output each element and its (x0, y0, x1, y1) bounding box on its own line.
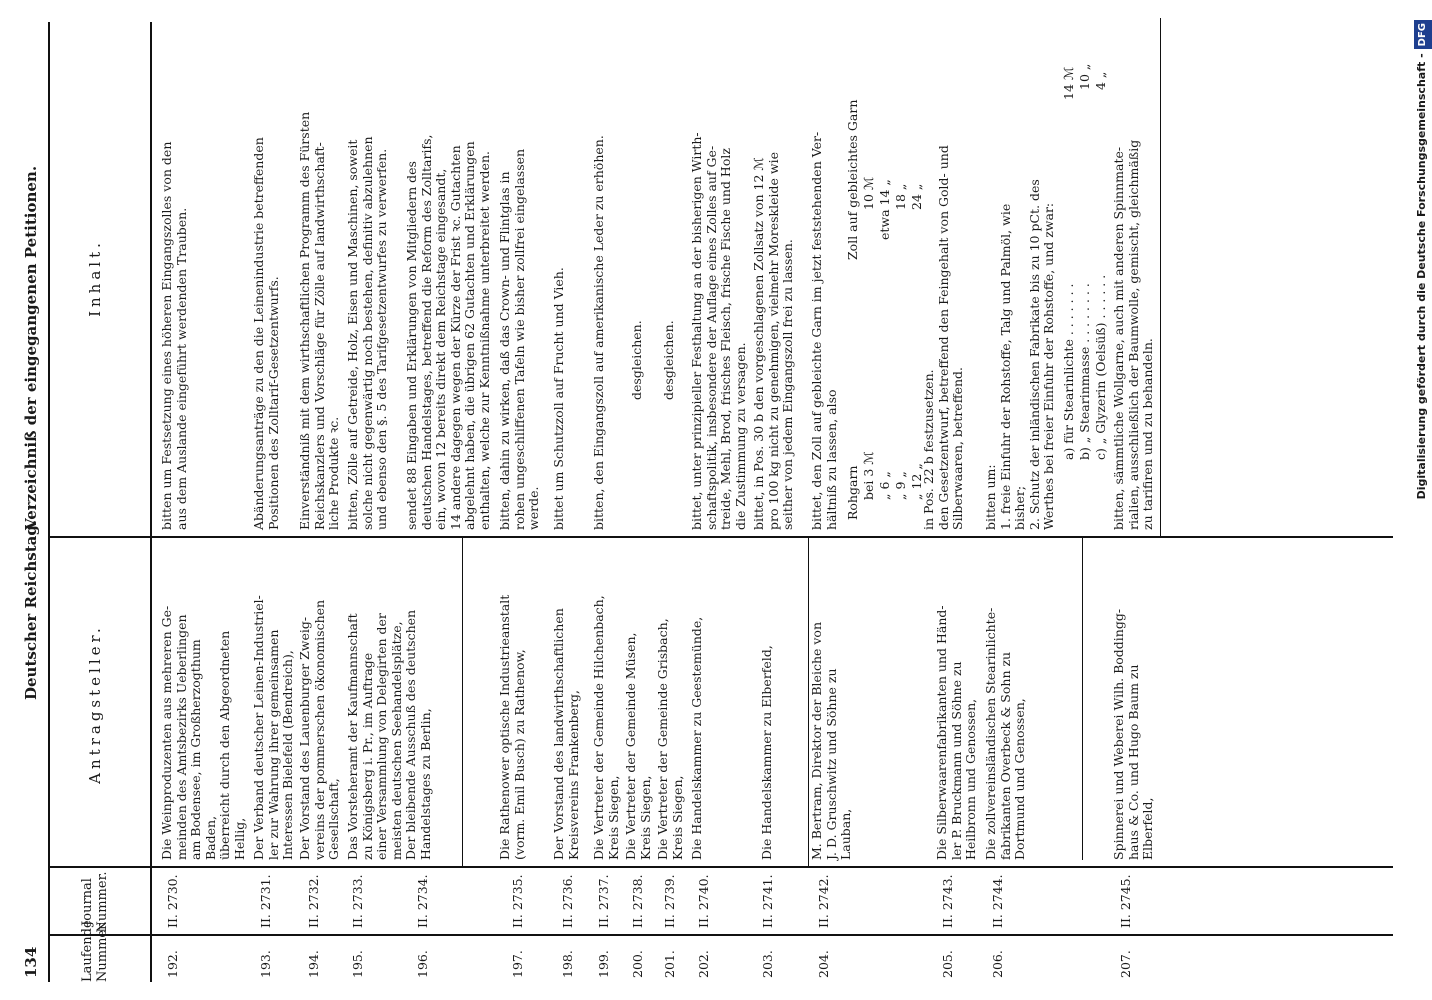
stearin-value-c: 4 „ (1093, 71, 1108, 90)
row-197-inhalt: bitten, dahin zu wirken, daß das Crown- und Flintglas in rohen ungeschliffenen Tafeln wie bisher zollfrei eingelassen werde. (497, 148, 541, 530)
row-199-lfd: 199. (596, 950, 611, 978)
yarn-raw-3: „ 9 „ (893, 471, 908, 500)
funding-footer (1413, 20, 1431, 580)
funding-footer-caption: Digitalisierung gefördert durch die Deutsche Forschungsgemeinschaft - (1415, 53, 1428, 500)
column-header-lfd (80, 920, 110, 982)
row-205-antragsteller: Die Silberwaarenfabrikanten und Händ- ler P. Bruckmann und Söhne zu Heilbronn und Genossen, (934, 605, 978, 860)
row-206-inhalt: bitten um: 1. freie Einfuhr der Rohstoffe, Talg und Palmöl, wie bisher; 2. Schutz der inländischen Fabrikate bis zu 10 pCt. des Werthes bei freier Einfuhr der Rohstoffe, und zwar: (983, 179, 1056, 530)
column-header-inhalt: Inhalt. (86, 239, 104, 317)
row-205-inhalt: in Pos. 22 b festzusetzen. den Gesetzentwurf, betreffend den Feingehalt von Gold- und Silberwaaren, betreffend. (921, 145, 965, 530)
row-198-lfd: 198. (560, 950, 575, 978)
yarn-heading-right: Zoll auf gebleichtes Garn (845, 99, 860, 260)
page-number: 134 (22, 946, 40, 978)
row-192-antragsteller: Die Weinproduzenten aus mehreren Ge- meinden des Amtsbezirks Ueberlingen am Bodensee, im Großherzogthum Baden, überreicht durch den Abgeordneten Hellig, (159, 605, 247, 860)
row-201-antragsteller: Die Vertreter der Gemeinde Grisbach, Kreis Siegen, (655, 618, 685, 860)
row-195-lfd: 195. (350, 950, 365, 978)
stearin-value-a: 14 ℳ (1061, 66, 1076, 100)
row-200-journal: II. 2738. (630, 874, 645, 928)
row-201-lfd: 201. (662, 950, 677, 978)
row-193-lfd: 193. (258, 950, 273, 978)
row-196-lfd: 196. (415, 950, 430, 978)
row-202-journal: II. 2740. (696, 874, 711, 928)
row-202-lfd: 202. (696, 950, 711, 978)
column-rule-3 (48, 536, 1393, 538)
yarn-bleached-4: 24 „ (909, 183, 924, 210)
row-192-inhalt: bitten um Festsetzung eines höheren Eingangszolles von den aus dem Auslande eingeführt werdenden Trauben. (159, 141, 189, 530)
row-203-antragsteller: Die Handelskammer zu Elberfeld, (759, 645, 774, 860)
column-header-journal-line1: Journal (80, 878, 95, 926)
row-193-inhalt: Abänderungsanträge zu den die Leinenindustrie betreffenden Positionen des Zolltarif-Gesetzentwurfs. (251, 137, 281, 530)
row-197-journal: II. 2735. (510, 874, 525, 928)
column-header-journal (80, 868, 110, 936)
yarn-raw-4: „ 12 „ (909, 463, 924, 500)
row-200-lfd: 200. (630, 950, 645, 978)
row-195-antragsteller: Das Vorsteheramt der Kaufmannschaft zu Königsberg i. Pr., im Auftrage einer Versammlung von Delegirten der meisten deutschen Seehandelsplätze, Der bleibende Ausschuß des deutschen Handelstages zu Berlin, (345, 609, 433, 860)
row-203-inhalt: bittet, in Pos. 30 b den vorgeschlagenen Zollsatz von 12 ℳ pro 100 kg nicht zu genehmigen, vielmehr Moreskleide wie seither von jedem Eingangszoll frei zu lassen. (751, 152, 795, 530)
row-206-antragsteller: Die zollvereinsländischen Stearinlichte- fabrikanten Overbeck & Sohn zu Dortmund und Genossen, (983, 607, 1027, 860)
row-194-antragsteller: Der Vorstand des Lauenburger Zweig- vereins der pommerschen ökonomischen Gesellschaft, (297, 599, 341, 860)
row-204-journal: II. 2742. (816, 874, 831, 928)
funding-footer-text (1413, 20, 1431, 580)
row-200-antragsteller: Die Vertreter der Gemeinde Müsen, Kreis Siegen, (623, 632, 653, 860)
row-194-lfd: 194. (306, 950, 321, 978)
row-198-journal: II. 2736. (560, 874, 575, 928)
row-198-inhalt: bittet um Schutzzoll auf Frucht und Vieh. (551, 267, 566, 530)
row-204-antragsteller: M. Bertram, Direktor der Bleiche von J. D. Gruschwitz und Söhne zu Lauban, (809, 621, 853, 860)
row-200-inhalt: desgleichen. (629, 320, 644, 400)
stearin-item-c: c) „ Glyzerin (Oelsüß) . . . . . . (1093, 274, 1108, 460)
column-header-journal-line2: Nummer. (95, 871, 110, 933)
publication-name: Deutscher Reichstag. (22, 519, 40, 700)
row-192-journal: II. 2730. (165, 874, 180, 928)
dfg-logo: DFG (1414, 20, 1432, 49)
column-rule-1 (48, 934, 1393, 936)
row-192-lfd: 192. (165, 950, 180, 978)
top-rule (48, 22, 50, 982)
row-201-journal: II. 2739. (662, 874, 677, 928)
yarn-raw-1: bei 3 ℳ (861, 451, 876, 500)
row-199-antragsteller: Die Vertreter der Gemeinde Hilchenbach, Kreis Siegen, (591, 595, 621, 860)
yarn-heading-left: Rohgarn (845, 465, 860, 520)
row-203-lfd: 203. (760, 950, 775, 978)
row-201-inhalt: desgleichen. (661, 320, 676, 400)
yarn-bleached-2: etwa 14 „ (877, 179, 892, 240)
row-195-journal: II. 2733. (350, 874, 365, 928)
row-206-lfd: 206. (990, 950, 1005, 978)
column-header-lfd-line1: Laufende (80, 920, 95, 982)
yarn-raw-2: „ 6 „ (877, 471, 892, 500)
row-207-antragsteller: Spinnerei und Weberei Wilh. Boddingg- haus & Co. und Hugo Baum zu Elberfeld, (1111, 608, 1155, 860)
stearin-item-a: a) für Stearinlichte . . . . . . . (1061, 283, 1076, 460)
row-202-inhalt: bittet, unter prinzipieller Festhaltung an der bisherigen Wirth- schaftspolitik, insbesondere der Auflage eines Zolles auf Ge- treide, Mehl, Brod, frisches Fleisch, frische Fische und Holz die Zustimmung zu versagen. (689, 132, 748, 530)
row-206-journal: II. 2744. (990, 874, 1005, 928)
row-207-inhalt: bitten, sämmtliche Wollgarne, auch mit anderen Spinnmate- rialien, ausschließlich der Baumwolle, gemischt, gleichmäßig zu tarifiren und zu behandeln. (1111, 139, 1155, 530)
row-204-inhalt: bittet, den Zoll auf gebleichte Garn im jetzt feststehenden Ver- hältniß zu lassen, also (809, 131, 839, 530)
row-202-antragsteller: Die Handelskammer zu Geestemünde, (689, 616, 704, 860)
row-194-journal: II. 2732. (306, 874, 321, 928)
page-title: Verzeichniß der eingegangenen Petitionen. (22, 165, 40, 530)
row-198-antragsteller: Der Vorstand des landwirthschaftlichen Kreisvereins Frankenberg, (551, 608, 581, 860)
row-193-antragsteller: Der Verband deutscher Leinen-Industriel- ler zur Wahrung ihrer gemeinsamen Interessen Bielefeld (Bendreich), (251, 595, 295, 860)
row-196-inhalt: sendet 88 Eingaben und Erklärungen von Mitgliedern des deutschen Handelstages, betreffend die Reform des Zolltarifs, ein, wovon 12 bereits direkt dem Reichstage eingesandt, 14 andere dagegen wegen der Kürze der Frist ꝛc. Gutachten abgelehnt haben, die übrigen 62 Gutachten und Erklärungen enthalten, welche zur Kenntnißnahme unterbreitet werden. (404, 134, 492, 530)
row-207-journal: II. 2745. (1118, 874, 1133, 928)
yarn-bleached-3: 18 „ (893, 183, 908, 210)
stearin-value-b: 10 „ (1077, 63, 1092, 90)
row-196-journal: II. 2734. (415, 874, 430, 928)
row-193-journal: II. 2731. (258, 874, 273, 928)
column-rule-2 (48, 866, 1393, 868)
column-header-antragsteller: Antragsteller. (86, 624, 104, 784)
row-separator (462, 538, 463, 868)
row-205-lfd: 205. (940, 950, 955, 978)
row-203-journal: II. 2741. (760, 874, 775, 928)
row-separator (1082, 536, 1083, 860)
row-197-antragsteller: Die Rathenower optische Industrieanstalt (vorm. Emil Busch) zu Rathenow, (497, 594, 527, 860)
row-205-journal: II. 2743. (940, 874, 955, 928)
yarn-bleached-1: 10 ℳ (861, 176, 876, 210)
row-194-inhalt: Einverständniß mit dem wirthschaftlichen Programm des Fürsten Reichskanzlers und Vorschläge für Zölle auf landwirthschaft- liche Produkte ꝛc. (297, 111, 341, 530)
column-header-lfd-line2: Nummer. (95, 920, 110, 982)
row-199-journal: II. 2737. (596, 874, 611, 928)
stearin-item-b: b) „ Stearinmasse . . . . . . . . (1077, 283, 1092, 460)
row-separator (1160, 18, 1161, 538)
row-204-lfd: 204. (816, 950, 831, 978)
header-bottom-rule (150, 22, 152, 982)
row-195-inhalt: bitten, Zölle auf Getreide, Holz, Eisen und Maschinen, soweit solche nicht gegenwärtig noch bestehen, definitiv abzulehnen und ebenso den §. 5 des Tarifgesetzentwurfes zu verwerfen. (345, 136, 389, 530)
row-207-lfd: 207. (1118, 950, 1133, 978)
row-199-inhalt: bitten, den Eingangszoll auf amerikanische Leder zu erhöhen. (591, 135, 606, 530)
row-197-lfd: 197. (510, 950, 525, 978)
